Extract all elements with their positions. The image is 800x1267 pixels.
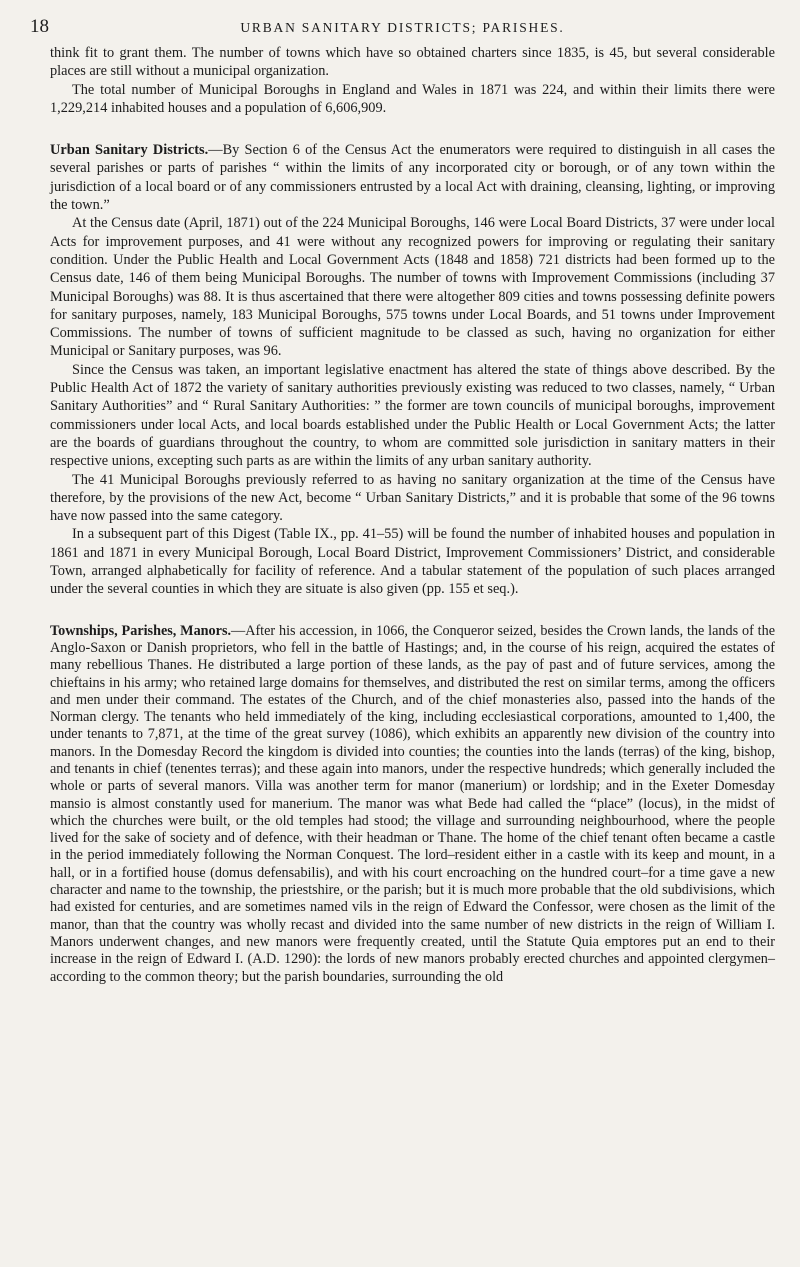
page-header <box>30 14 775 44</box>
section-townships-parishes-manors <box>50 623 775 986</box>
paragraph-continuation: think fit to grant them. The number of towns which have so obtained charters since 1835, is 45, but several considerable places are still without a municipal organization. <box>50 45 775 80</box>
section-heading-townships: Townships, Parishes, Manors. <box>50 622 232 639</box>
paragraph-municipal-boroughs: The 41 Municipal Boroughs previously referred to as having no sanitary organization at the time of the Census have therefore, by the provisions of the new Act, become “ Urban Sanitary Districts,” and it is probable that some of the 96 towns have now passed into the same category. <box>50 471 775 525</box>
section-urban-sanitary-districts <box>50 141 775 214</box>
paragraph-census-date: At the Census date (April, 1871) out of the 224 Municipal Boroughs, 146 were Local Board Districts, 37 were under local Acts for improvement purposes, and 41 were without any recognized powers for improving or regulating their sanitary condition. Under the Public Health and Local Government Acts (1848 and 1858) 721 districts had been formed up to the Census date, 146 of them being Municipal Boroughs. The number of towns with Improvement Commissions (including 37 Municipal Boroughs) was 88. It is thus ascertained that there were altogether 809 cities and towns possessing definite powers for sanitary purposes, namely, 183 Municipal Boroughs, 575 towns under Local Boards, and 51 towns under Improvement Commissions. The number of towns of sufficient magnitude to be classed as such, having no organization for either Municipal or Sanitary purposes, was 96. <box>50 215 775 360</box>
page-body <box>30 44 775 986</box>
section-text-townships: —After his accession, in 1066, the Conqueror seized, besides the Crown lands, the lands of the Anglo-Saxon or Danish proprietors, who fell in the battle of Hastings; and, in the course of his reign, acquired the estates of many rebellious Thanes. He distributed a large portion of these lands, as the pay of past and of future services, among the chieftains in his army; who retained large domains for themselves, and distributed the rest on similar terms, among the officers and men under their command. The estates of the Church, and of the chief monasteries also, passed into the hands of the Norman clergy. The tenants who held immediately of the king, including ecclesiastical corporations, amounted to 1,400, the under tenants to 7,871, at the time of the great survey (1086), which exhibits an apparently new division of the country into manors. In the Domesday Record the kingdom is divided into counties; the counties into the lands (terras) of the king, bishop, and tenants in chief (tenentes terras); and these again into manors, under the respective hundreds; which generally included the whole or parts of several manors. Villa was another term for manor (manerium) or lordship; and in the Exeter Domesday mansio is almost constantly used for manerium. The manor was what Bede had called the “place” (locus), in the midst of which the churches were built, or the old temples had stood; the village and surrounding neighbourhood, where the people lived for the sake of society and of defence, with their headman or Thane. The home of the chief tenant often became a castle in the period immediately following the Norman Conquest. The lord–resident either in a castle with its keep and mount, in a hall, or in a fortified house (domus defensabilis), and with his court encroaching on the hundred court–for a time gave a new character and name to the township, the priestshire, or the parish; but it is much more probable that the old subdivisions, which had existed for centuries, and are sometimes named vils in the reign of Edward the Confessor, were chosen as the limit of the manor, than that the country was wholly recast and divided into the same number of new districts in the reign of William I. Manors underwent changes, and new manors were frequently created, until the Statute Quia emptores put an end to their increase in the reign of Edward I. (A.D. 1290): the lords of new manors probably erected churches and appointed clergymen–according to the common theory; but the parish boundaries, surrounding the old <box>50 622 775 985</box>
running-title: URBAN SANITARY DISTRICTS; PARISHES. <box>240 20 565 35</box>
section-text-urban-sanitary: —By Section 6 of the Census Act the enumerators were required to distinguish in all cases the several parishes or parts of parishes “ within the limits of any incorporated city or borough, or of any town within the jurisdiction of a local board or of any commissioners entrusted by a local Act with draining, cleansing, lighting, or improving the town.” <box>50 142 775 214</box>
paragraph-boroughs-total: The total number of Municipal Boroughs in England and Wales in 1871 was 224, and within their limits there were 1,229,214 inhabited houses and a population of 6,606,909. <box>50 81 775 116</box>
paragraph-digest-reference: In a subsequent part of this Digest (Table IX., pp. 41–55) will be found the number of inhabited houses and population in 1861 and 1871 in every Municipal Borough, Local Board District, Improvement Commissioners’ District, and considerable Town, arranged alphabetically for facility of reference. And a tabular statement of the population of such places arranged under the several counties in which they are situate is also given (pp. 155 et seq.). <box>50 526 775 598</box>
section-heading-urban-sanitary: Urban Sanitary Districts. <box>50 142 209 159</box>
book-page <box>30 14 775 986</box>
paragraph-public-health-act: Since the Census was taken, an important legislative enactment has altered the state of things above described. By the Public Health Act of 1872 the variety of sanitary authorities previously existing was reduced to two classes, namely, “ Urban Sanitary Authorities” and “ Rural Sanitary Authorities: ” the former are town councils of municipal boroughs, improvement commissioners under local Acts, and local boards established under the Public Health or Local Government Acts; the latter are the boards of guardians throughout the country, to whom are committed sole jurisdiction in sanitary matters in their respective unions, excepting such parts as are within the limits of any urban sanitary authority. <box>50 361 775 470</box>
page-number: 18 <box>30 16 49 37</box>
